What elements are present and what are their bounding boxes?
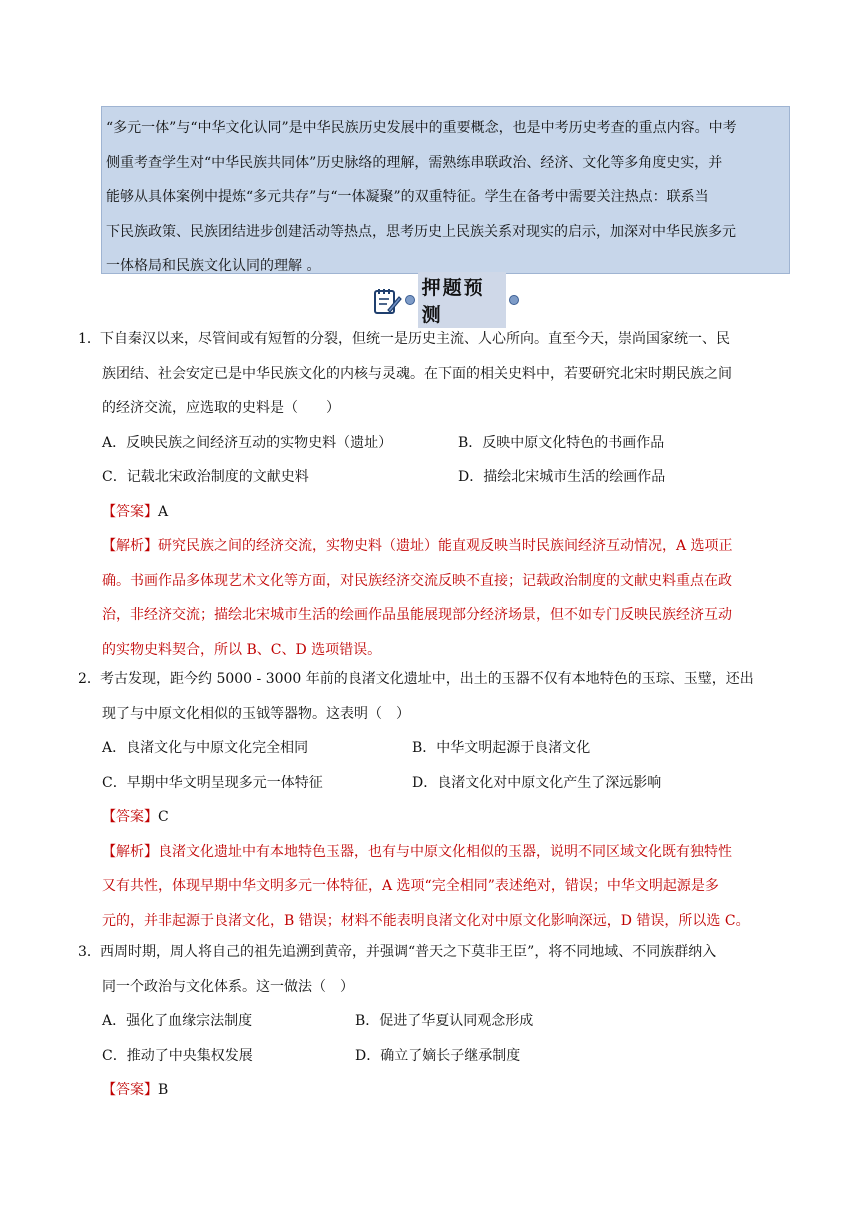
option-b: B．中华文明起源于良渚文化 [412,740,591,756]
option-a: A．强化了血缘宗法制度 [102,1013,253,1029]
intro-line: 下民族政策、民族团结进步创建活动等热点，思考历史上民族关系对现实的启示，加深对中华民族多元 [106,223,736,240]
question-number: 2． [78,671,101,687]
answer-tag: 【答案】 [102,503,158,520]
intro-line: 能够从具体案例中提炼“多元共存”与“一体凝聚”的双重特征。学生在备考中需要关注热点：联系当 [106,189,709,206]
option-c: C．推动了中央集权发展 [102,1047,253,1064]
stem-line: 族团结、社会安定已是中华民族文化的内核与灵魂。在下面的相关史料中，若要研究北宋时期民族之间 [102,365,732,382]
options-row [78,731,792,766]
option-d: D．描绘北宋城市生活的绘画作品 [458,469,666,485]
analysis-line: 元的，并非起源于良渚文化，B 错误；材料不能表明良渚文化对中原文化影响深远，D 错误，所以选 C。 [102,912,750,929]
options-row [78,460,792,495]
stem-line: 考古发现，距今约 5000 - 3000 年前的良渚文化遗址中，出土的玉器不仅有本地特色的玉琮、玉璧，还出 [100,671,754,687]
question-number: 1． [78,331,101,347]
question-2 [78,662,792,938]
answer-line [78,800,792,835]
analysis-line: 【解析】研究民族之间的经济交流，实物史料（遗址）能直观反映当时民族间经济互动情况，A 选项正 [102,538,733,554]
answer-value: C [158,809,169,825]
options-row [78,766,792,801]
question-1 [78,322,792,667]
option-d: D．确立了嫡长子继承制度 [355,1047,521,1064]
options-row [78,1039,792,1074]
question-stem [78,662,792,697]
analysis-line: 又有共性，体现早期中华文明多元一体特征，A 选项“完全相同”表述绝对，错误；中华文明起源是多 [102,878,719,894]
option-c: C．记载北宋政治制度的文献史料 [102,469,309,485]
options-row [78,426,792,461]
intro-line: 侧重考查学生对“中华民族共同体”历史脉络的理解，需熟练串联政治、经济、文化等多角度史实，并 [106,154,723,171]
question-stem [78,935,792,970]
answer-value: A [158,503,169,520]
answer-line [78,495,792,530]
intro-line: “多元一体”与“中华文化认同”是中华民族历史发展中的重要概念，也是中考历史考查的重点内容。中考 [106,120,737,136]
banner-dot-left [405,295,415,305]
option-a: A．良渚文化与中原文化完全相同 [102,740,309,756]
analysis-line: 治，非经济交流；描绘北宋城市生活的绘画作品虽能展现部分经济场景，但不如专门反映民族经济互动 [102,607,732,623]
question-stem [78,322,792,357]
stem-line: 下自秦汉以来，尽管间或有短暂的分裂，但统一是历史主流、人心所向。直至今天，崇尚国家统一、民 [100,331,730,347]
stem-line: 现了与中原文化相似的玉钺等器物。这表明（ ） [102,705,410,722]
stem-line: 西周时期，周人将自己的祖先追溯到黄帝，并强调“普天之下莫非王臣”，将不同地域、不同族群纳入 [100,944,717,960]
option-c: C．早期中华文明呈现多元一体特征 [102,774,323,791]
analysis-line: 【解析】良渚文化遗址中有本地特色玉器，也有与中原文化相似的玉器，说明不同区域文化既有独特性 [102,843,732,860]
question-number: 3． [78,944,101,960]
option-b: B．促进了华夏认同观念形成 [355,1013,534,1029]
banner-title: 押题预测 [418,272,507,328]
answer-tag: 【答案】 [102,809,158,825]
stem-line: 同一个政治与文化体系。这一做法（ ） [102,978,354,995]
option-a: A．反映民族之间经济互动的实物史料（遗址） [102,434,393,451]
options-row [78,1004,792,1039]
intro-box [101,106,790,274]
notepad-pen-icon [372,286,402,314]
section-banner [372,277,522,326]
analysis-line: 确。书画作品多体现艺术文化等方面，对民族经济交流反映不直接；记载政治制度的文献史料重点在政 [102,572,732,589]
stem-line: 的经济交流，应选取的史料是（ ） [102,400,340,416]
answer-line [78,1073,792,1108]
banner-dot-right [509,295,519,305]
intro-line: 一体格局和民族文化认同的理解 。 [106,258,321,275]
answer-tag: 【答案】 [102,1082,158,1098]
question-3 [78,935,792,1108]
answer-value: B [158,1082,169,1098]
analysis-line: 的实物史料契合，所以 B、C、D 选项错误。 [102,641,382,658]
option-d: D．良渚文化对中原文化产生了深远影响 [412,774,662,791]
option-b: B．反映中原文化特色的书画作品 [458,434,665,451]
